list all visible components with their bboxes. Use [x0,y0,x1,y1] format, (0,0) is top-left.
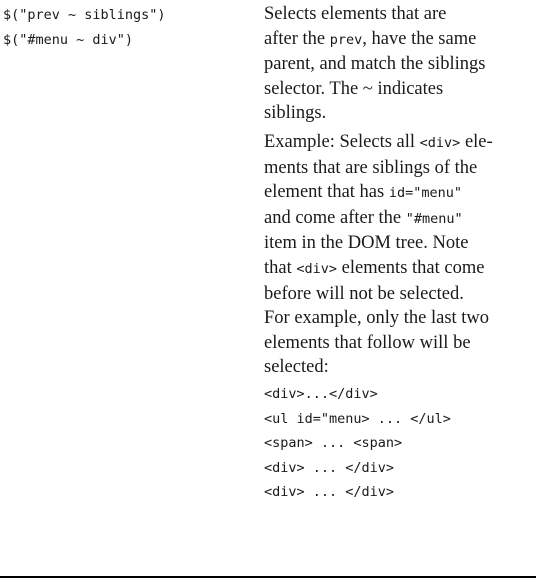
example-text: that [264,257,297,278]
inline-code: id="menu" [388,185,462,202]
example-line: before will not be selected. [264,283,464,304]
desc-text: after the [264,28,330,49]
code-line: <div> ... </div> [264,484,395,501]
example-line [264,180,532,206]
example-paragraph [264,130,532,380]
desc-line [264,27,532,53]
selector-column [3,3,253,53]
code-line: <div>...</div> [264,385,378,402]
table-bottom-rule [0,576,536,578]
example-code-block [264,382,532,505]
example-line: ments that are siblings of the [264,157,478,178]
selector-example: $("#menu ~ div") [3,32,134,48]
inline-code: <div> [419,134,461,151]
description-paragraph [264,2,532,126]
desc-line: parent, and match the siblings [264,54,486,75]
example-line: item in the DOM tree. Note [264,233,469,254]
example-line [264,256,532,282]
code-line: <div> ... </div> [264,459,395,476]
example-text: ele- [460,131,493,152]
selector-syntax: $("prev ~ siblings") [3,7,166,23]
desc-text: , have the same [362,28,477,49]
inline-code: prev [329,31,363,48]
description-column [264,2,532,505]
example-text: elements that come [337,257,485,278]
desc-line: siblings. [264,103,327,124]
desc-line: selector. The ~ indicates [264,78,444,99]
example-line: elements that follow will be [264,332,471,353]
inline-code: <div> [296,260,338,277]
code-line: <span> ... <span> [264,435,403,452]
example-text: Example: Selects all [264,131,420,152]
example-text: element that has [264,182,389,203]
desc-line: Selects elements that are [264,4,447,24]
example-line [264,130,532,156]
code-line: <ul id="menu> ... </ul> [264,410,451,427]
inline-code: "#menu" [405,210,463,227]
example-line: selected: [264,357,329,378]
example-text: and come after the [264,207,406,228]
example-line [264,206,532,232]
example-line: For example, only the last two [264,308,490,329]
